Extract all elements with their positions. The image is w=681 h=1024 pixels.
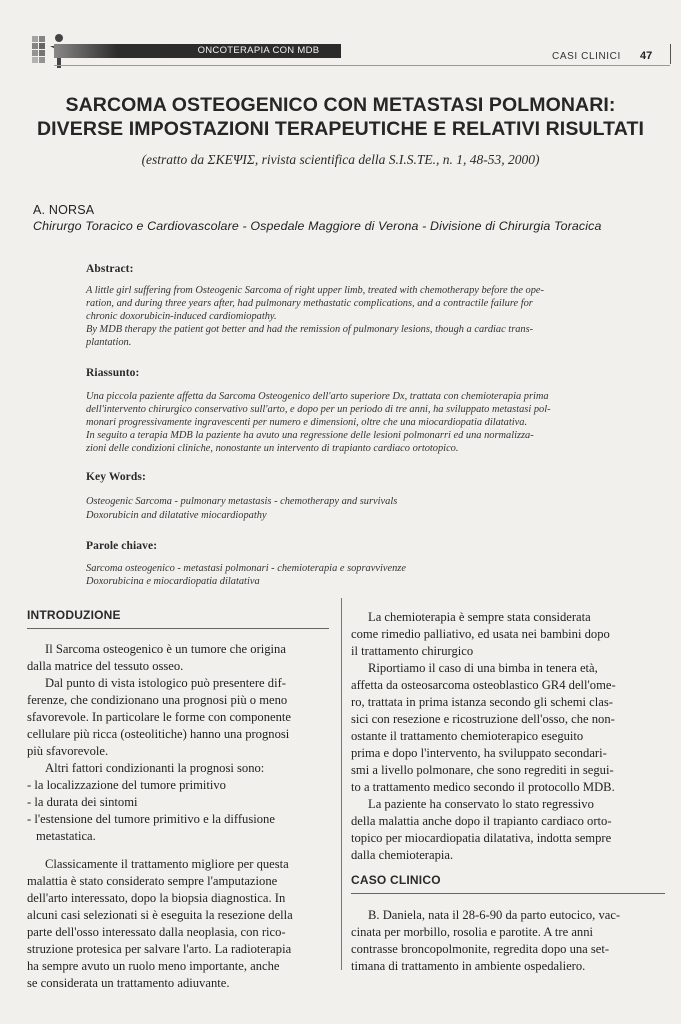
body-line: to a trattamento medico secondo il protocollo MDB. (351, 780, 615, 794)
riassunto-line: zioni delle condizioni cliniche, nonostante un intervento di trapianto cardiaco ortotopico. (86, 443, 459, 454)
keywords-line: Doxorubicin and dilatative miocardiopathy (86, 510, 267, 521)
author-affiliation: Chirurgo Toracico e Cardiovascolare - Ospedale Maggiore di Verona - Divisione di Chirurgia Toracica (33, 219, 602, 233)
introduzione-list-item: - la durata dei sintomi (27, 795, 138, 809)
caso-clinico-line: contrasse broncopolmonite, regredita dopo una set- (351, 942, 610, 956)
introduzione-line: più sfavorevole. (27, 744, 109, 758)
abstract-heading: Abstract: (86, 263, 134, 275)
introduzione-line: struzione protesica per salvare l'arto. La radioterapia (27, 942, 292, 956)
page-number: 47 (640, 50, 653, 62)
body-line: il trattamento chirurgico (351, 644, 474, 658)
parole-chiave-line: Sarcoma osteogenico - metastasi polmonari - chemioterapia e sopravvivenze (86, 563, 406, 574)
body-line: Riportiamo il caso di una bimba in tenera età, (368, 661, 598, 675)
body-line: dalla chemioterapia. (351, 848, 454, 862)
caso-clinico-line: B. Daniela, nata il 28-6-90 da parto eutocico, vac- (368, 908, 621, 922)
parole-chiave-line: Doxorubicina e miocardiopatia dilatativa (86, 576, 260, 587)
body-line: ro, trattata in prima istanza secondo gli schemi clas- (351, 695, 613, 709)
introduzione-line: parte dell'osso interessato dalla neoplasia, con rico- (27, 925, 286, 939)
introduzione-line: dell'arto interessato, dopo la biopsia diagnostica. In (27, 891, 286, 905)
introduzione-line: Altri fattori condizionanti la prognosi sono: (45, 761, 265, 775)
introduzione-line: malattia è stato considerato sempre l'amputazione (27, 874, 278, 888)
abstract-line: plantation. (86, 337, 132, 348)
introduzione-line: Classicamente il trattamento migliore per questa (45, 857, 289, 871)
abstract-line: A little girl suffering from Osteogenic Sarcoma of right upper limb, treated with chemotherapy before the ope- (86, 285, 544, 296)
introduzione-line: sfavorevole. In particolare le forme con componente (27, 710, 292, 724)
parole-chiave-heading: Parole chiave: (86, 540, 158, 552)
introduzione-list-item: - la localizzazione del tumore primitivo (27, 778, 226, 792)
riassunto-heading: Riassunto: (86, 367, 140, 379)
article-title-line-2: DIVERSE IMPOSTAZIONI TERAPEUTICHE E RELATIVI RISULTATI (36, 118, 645, 140)
abstract-line: chronic doxorubicin-induced cardiomiopathy. (86, 311, 277, 322)
caso-clinico-line: timana di trattamento in ambiente ospedaliero. (351, 959, 586, 973)
introduzione-line: ferenze, che condizionano una prognosi più o meno (27, 693, 288, 707)
body-line: della malattia anche dopo il trapianto cardiaco orto- (351, 814, 612, 828)
header-rule (54, 65, 670, 66)
caso-clinico-rule (351, 893, 665, 894)
introduzione-list-item: - l'estensione del tumore primitivo e la diffusione (27, 812, 275, 826)
keywords-heading: Key Words: (86, 471, 146, 483)
caso-clinico-heading: CASO CLINICO (351, 873, 441, 887)
body-line: sici con resezione e ricostruzione dell'osso, che non- (351, 712, 615, 726)
riassunto-line: In seguito a terapia MDB la paziente ha avuto una regressione delle lesioni polmonarri ed una normalizza- (86, 430, 534, 441)
body-line: come rimedio palliativo, ed usata nei bambini dopo (351, 627, 610, 641)
journal-section-band-label: ONCOTERAPIA CON MDB (197, 45, 320, 56)
introduzione-line: ha sempre avuto un ruolo meno importante, anche (27, 959, 280, 973)
body-line: topico per miocardiopatia dilatativa, indotta sempre (351, 831, 612, 845)
caso-clinico-line: cinata per morbillo, rosolia e parotite. A tre anni (351, 925, 594, 939)
introduzione-line: se considerata un trattamento adiuvante. (27, 976, 230, 990)
body-line: affetta da osteosarcoma osteoblastico GR4 dell'ome- (351, 678, 616, 692)
riassunto-line: Una piccola paziente affetta da Sarcoma Osteogenico dell'arto superiore Dx, trattata con chemioterapia prima (86, 391, 549, 402)
introduzione-line: alcuni casi selezionati si è eseguita la resezione della (27, 908, 293, 922)
body-line: La chemioterapia è sempre stata considerata (368, 610, 591, 624)
introduzione-line: Dal punto di vista istologico può presentere dif- (45, 676, 286, 690)
body-line: ostante il trattamento chemioterapico eseguito (351, 729, 584, 743)
body-line: prima e dopo l'intervento, ha sviluppato secondari- (351, 746, 607, 760)
abstract-line: ration, and during three years after, had pulmonary methastatic complications, and a contractile failure for (86, 298, 533, 309)
introduzione-rule (27, 628, 329, 629)
riassunto-line: monari progressivamente ingravescenti per numero e dimensioni, oltre che una miocardiopatia dilatativa. (86, 417, 528, 428)
body-line: smi a livello polmonare, che sono regrediti in segui- (351, 763, 614, 777)
introduzione-line: dalla matrice del tessuto osseo. (27, 659, 184, 673)
article-title-line-1: SARCOMA OSTEOGENICO CON METASTASI POLMONARI: (65, 94, 616, 116)
introduzione-line: cellulare più ricca (osteolitiche) hanno una prognosi (27, 727, 290, 741)
section-label: CASI CLINICI (552, 51, 621, 62)
body-line: La paziente ha conservato lo stato regressivo (368, 797, 594, 811)
column-divider (341, 598, 342, 970)
header-divider (670, 44, 671, 64)
article-subtitle: (estratto da ΣΚΕΨΙΣ, rivista scientifica della S.I.S.TE., n. 1, 48-53, 2000) (141, 152, 540, 167)
abstract-line: By MDB therapy the patient got better and had the remission of pulmonary lesions, though a cardiac trans- (86, 324, 534, 335)
author-name: A. NORSA (33, 203, 95, 217)
keywords-line: Osteogenic Sarcoma - pulmonary metastasis - chemotherapy and survivals (86, 496, 398, 507)
introduzione-heading: INTRODUZIONE (27, 608, 121, 622)
introduzione-line: Il Sarcoma osteogenico è un tumore che origina (45, 642, 286, 656)
riassunto-line: dell'intervento chirurgico conservativo sull'arto, e dopo per un periodo di tre anni, ha sviluppato metastasi pol- (86, 404, 551, 415)
introduzione-list-item: metastatica. (36, 829, 96, 843)
